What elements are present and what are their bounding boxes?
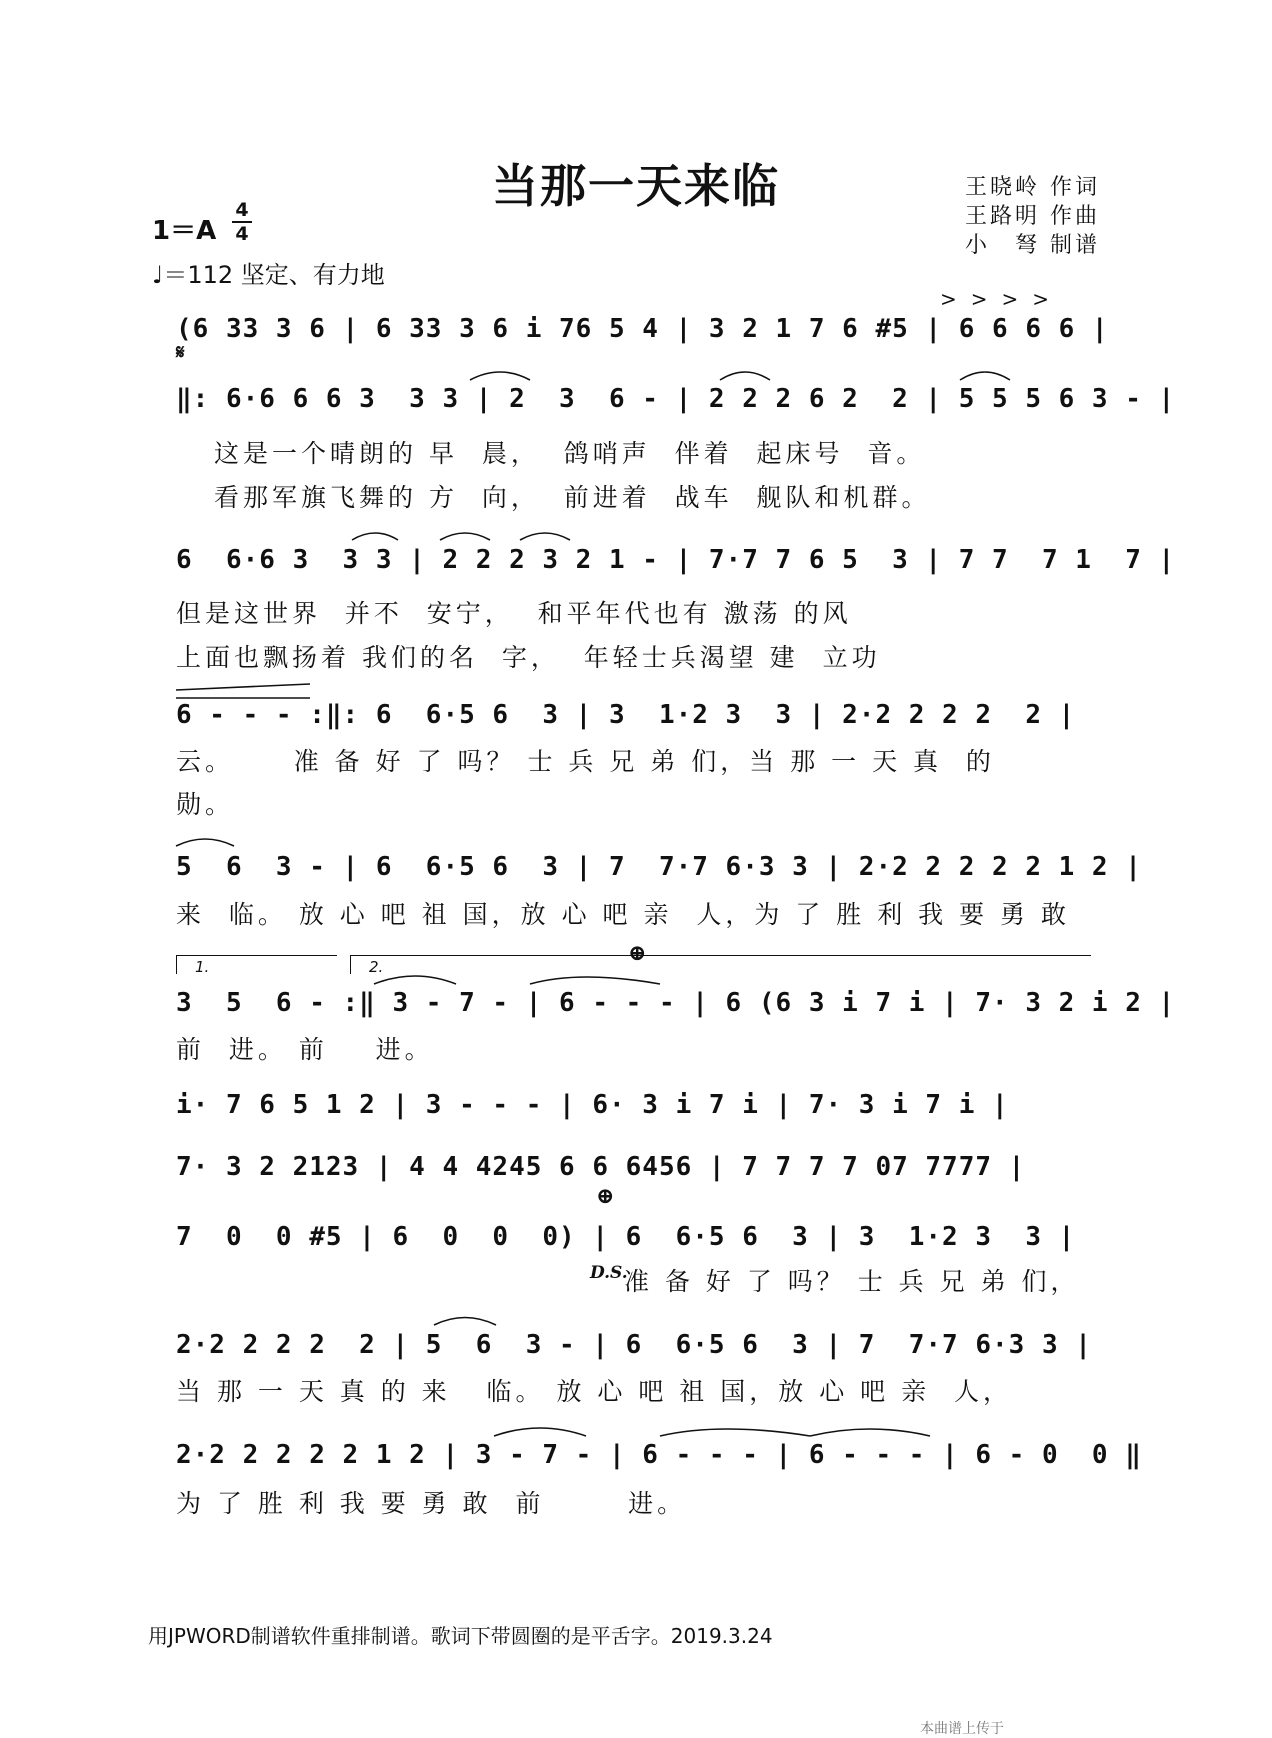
- slur-5: [440, 533, 490, 540]
- lyric-line-7: 来 临。 放 心 吧 祖 国，放 心 吧 亲 人，为 了 胜 利 我 要 勇 敢: [176, 900, 1070, 929]
- notation-line-6: 3 5 6 - :‖ 3 - 7 - | 6 - - - | 6 (6 3 i 7 i | 7· 3 2 i 2 |: [176, 988, 1176, 1018]
- slur-1: [470, 372, 530, 380]
- slur-10: [434, 1318, 496, 1326]
- volta-1-label: 1.: [195, 958, 210, 976]
- lyric-line-11: 为 了 胜 利 我 要 勇 敢 前 进。: [176, 1489, 687, 1518]
- slur-13: [810, 1429, 930, 1436]
- slur-11: [494, 1428, 586, 1436]
- notation-line-5: 5 6 3 - | 6 6·5 6 3 | 7 7·7 6·3 3 | 2·2 2 2 2 2 1 2 |: [176, 852, 1142, 882]
- coda-sign-2: ⊕: [596, 1183, 615, 1209]
- slur-12: [660, 1429, 810, 1436]
- coda-sign-1: ⊕: [628, 940, 647, 966]
- lyric-line-9: 准 备 好 了 吗？ 士 兵 兄 弟 们，: [624, 1267, 1080, 1296]
- diminuendo-top: [176, 684, 310, 690]
- lyric-line-10: 当 那 一 天 真 的 来 临。 放 心 吧 祖 国，放 心 吧 亲 人，: [176, 1377, 1012, 1406]
- composer-credit: 王路明 作曲: [965, 204, 1100, 229]
- notation-line-11: 2·2 2 2 2 2 1 2 | 3 - 7 - | 6 - - - | 6 - - - | 6 - 0 0 ‖: [176, 1440, 1142, 1470]
- notation-line-1: (6 33 3 6 | 6 33 3 6 i 76 5 4 | 3 2 1 7 6 #5 | 6 6 6 6 |: [176, 314, 1109, 344]
- lyricist-credit: 王晓岭 作词: [965, 175, 1100, 200]
- lyric-line-3: 但是这世界 并不 安宁， 和平年代也有 激荡 的风: [176, 599, 852, 628]
- notation-line-7: i· 7 6 5 1 2 | 3 - - - | 6· 3 i 7 i | 7· 3 i 7 i |: [176, 1090, 1009, 1120]
- notation-line-9: 7 0 0 #5 | 6 0 0 0) | 6 6·5 6 3 | 3 1·2 3 3 |: [176, 1222, 1076, 1252]
- notation-line-10: 2·2 2 2 2 2 | 5 6 3 - | 6 6·5 6 3 | 7 7·7 6·3 3 |: [176, 1330, 1092, 1360]
- lyric-line-2: 看那军旗飞舞的 方 向， 前进着 战车 舰队和机群。: [214, 483, 931, 512]
- slur-7: [176, 839, 234, 846]
- slur-4: [352, 533, 398, 540]
- slur-3: [960, 372, 1010, 380]
- arranger-credit: 小 弩 制谱: [965, 233, 1100, 258]
- slur-9: [530, 977, 660, 984]
- key-signature: 1＝A: [152, 216, 217, 246]
- segno-sign: 𝄋: [176, 340, 185, 364]
- notation-line-3: 6 6·6 3 3 3 | 2 2 2 3 2 1 - | 7·7 7 6 5 3 | 7 7 7 1 7 |: [176, 545, 1176, 575]
- notation-line-4: 6 - - - :‖: 6 6·5 6 3 | 3 1·2 3 3 | 2·2 2 2 2 2 |: [176, 700, 1076, 730]
- accent-marks: >>>>: [940, 287, 1064, 311]
- lyric-line-6: 勋。: [176, 790, 235, 819]
- footer-note: 用JPWORD制谱软件重排制谱。歌词下带圆圈的是平舌字。2019.3.24: [148, 1624, 773, 1648]
- volta-2-label: 2.: [369, 958, 384, 976]
- song-title: 当那一天来临: [492, 159, 780, 213]
- ds-marking: D.S.: [590, 1263, 628, 1283]
- lyric-line-8: 前 进。 前 进。: [176, 1035, 434, 1064]
- lyric-line-4: 上面也飘扬着 我们的名 字， 年轻士兵渴望 建 立功: [176, 643, 881, 672]
- notation-line-8: 7· 3 2 2123 | 4 4 4245 6 6 6456 | 7 7 7 7 07 7777 |: [176, 1152, 1026, 1182]
- slur-8: [374, 976, 456, 984]
- lyric-line-1: 这是一个晴朗的 早 晨， 鸽哨声 伴着 起床号 音。: [214, 439, 926, 468]
- corner-watermark-text: 本曲谱上传于: [920, 1721, 1004, 1737]
- time-signature-bottom: 4: [235, 223, 249, 245]
- time-signature-top: 4: [235, 199, 249, 221]
- tempo-marking: ♩＝112 坚定、有力地: [152, 261, 385, 289]
- slur-6: [520, 533, 570, 540]
- lyric-line-5: 云。 准 备 好 了 吗？ 士 兵 兄 弟 们，当 那 一 天 真 的: [176, 747, 995, 776]
- slur-2: [720, 372, 770, 380]
- notation-line-2: ‖: 6·6 6 6 3 3 3 | 2 3 6 - | 2 2 2 6 2 2 | 5 5 5 6 3 - |: [176, 384, 1176, 414]
